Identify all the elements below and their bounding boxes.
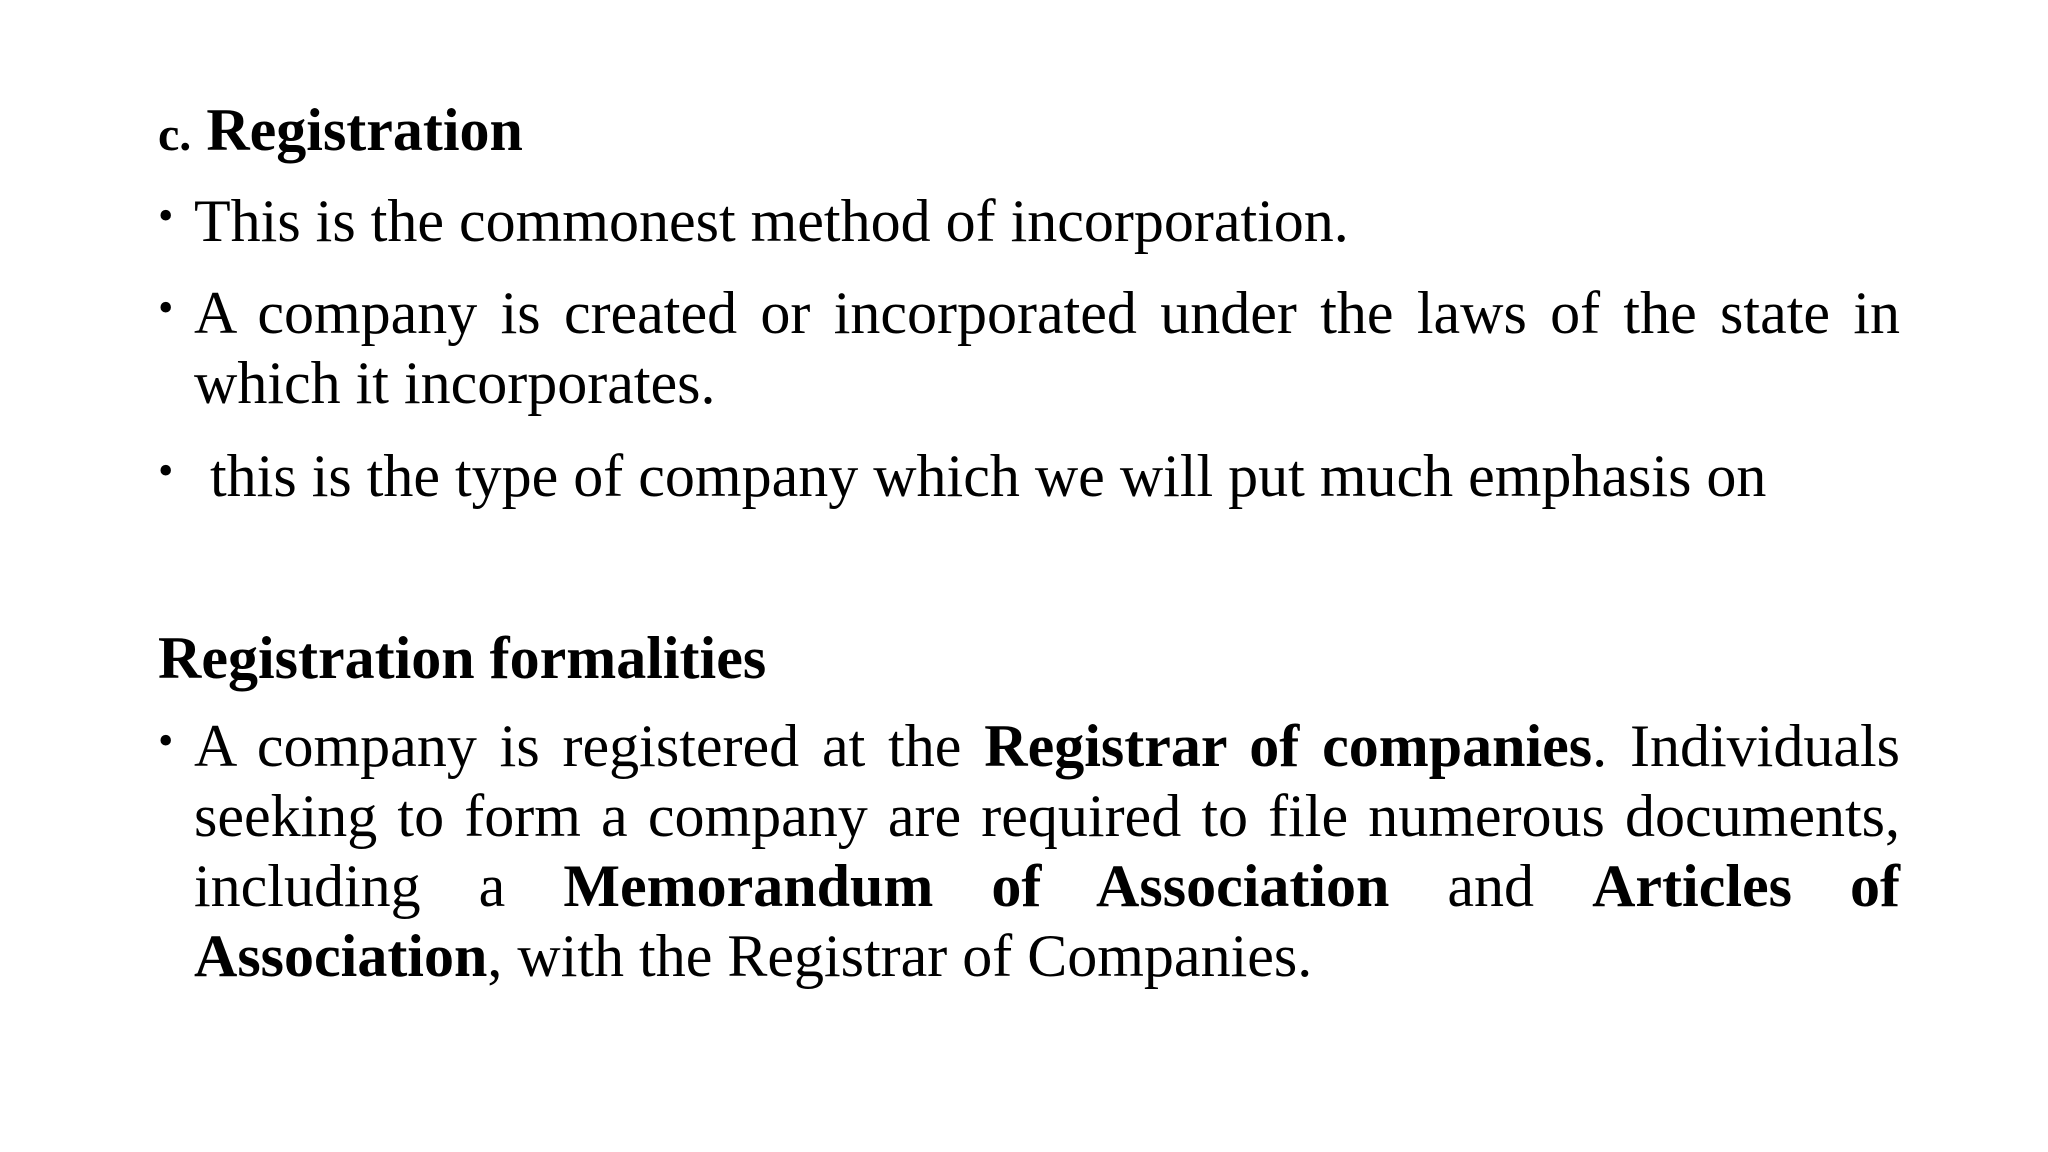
registrar-of-companies-term: Registrar of companies [984, 713, 1593, 779]
bullet-item [158, 186, 1900, 256]
memorandum-of-association-term: Memorandum of Association [563, 853, 1390, 919]
bullet-text: This is the commonest method of incorporation. [194, 188, 1349, 254]
section-prefix: c. [158, 108, 192, 161]
bullet-item [158, 278, 1900, 418]
bullet-icon: • [158, 191, 174, 240]
articles-of-association-term: Articles of Association [194, 853, 1900, 989]
bullet-icon: • [158, 716, 174, 765]
bullet-item [158, 441, 1900, 511]
section-heading-registration-formalities: Registration formalities [158, 625, 767, 691]
bullet-text-part: and [1389, 853, 1593, 919]
section-heading-registration [158, 97, 523, 163]
bullet-text: A company is created or incorporated under the laws of the state in which it incorporates. [194, 280, 1900, 416]
bullet-icon: • [158, 283, 174, 332]
section-title: Registration [206, 97, 523, 163]
bullet-text [194, 711, 1900, 991]
bullet-text-part: . Individuals seeking to form a company are required to file numerous documents, including a [194, 713, 1900, 919]
bullet-text-part: A company is registered at the [194, 713, 985, 779]
bullet-text: this is the type of company which we will put much emphasis on [210, 443, 1767, 509]
bullet-item [158, 711, 1900, 991]
bullet-icon: • [158, 446, 174, 495]
bullet-text-part: , with the Registrar of Companies. [487, 923, 1313, 989]
